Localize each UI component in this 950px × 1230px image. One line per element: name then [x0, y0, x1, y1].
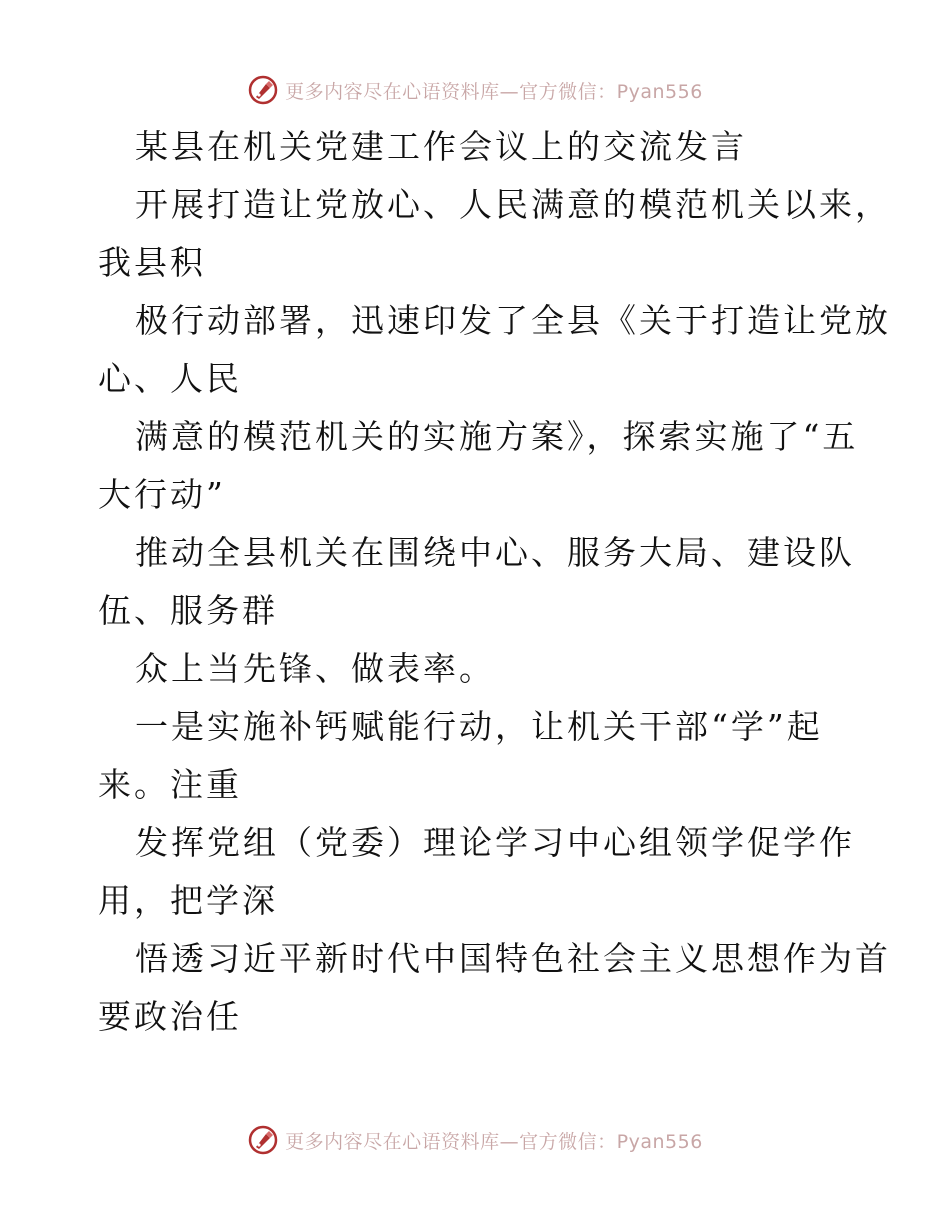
- text-line: 悟透习近平新时代中国特色社会主义思想作为首: [135, 939, 891, 978]
- text-line: 来。注重: [98, 765, 242, 804]
- document-body: [98, 118, 891, 1046]
- text-line: 心、人民: [98, 359, 242, 398]
- text-line: 某县在机关党建工作会议上的交流发言: [135, 127, 747, 166]
- text-line: 要政治任: [98, 997, 242, 1036]
- text-line: 大行动”: [98, 475, 226, 514]
- pen-nib-logo-icon: [247, 74, 279, 106]
- watermark-text: 更多内容尽在心语资料库—官方微信：Pyan556: [285, 80, 703, 103]
- text-line: 伍、服务群: [98, 591, 278, 630]
- text-line: 众上当先锋、做表率。: [135, 649, 495, 688]
- text-line: 一是实施补钙赋能行动，让机关干部“学”起: [135, 707, 823, 746]
- text-line: 用，把学深: [98, 881, 278, 920]
- text-line: 我县积: [98, 243, 206, 282]
- footer-watermark: [0, 1122, 950, 1158]
- header-watermark: [0, 72, 950, 108]
- watermark-text: 更多内容尽在心语资料库—官方微信：Pyan556: [285, 1130, 703, 1153]
- text-line: 开展打造让党放心、人民满意的模范机关以来，: [135, 185, 891, 224]
- text-line: 极行动部署，迅速印发了全县《关于打造让党放: [135, 301, 891, 340]
- text-line: 发挥党组（党委）理论学习中心组领学促学作: [135, 823, 855, 862]
- text-line: 推动全县机关在围绕中心、服务大局、建设队: [135, 533, 855, 572]
- text-line: 满意的模范机关的实施方案》，探索实施了“五: [135, 417, 859, 456]
- pen-nib-logo-icon: [247, 1124, 279, 1156]
